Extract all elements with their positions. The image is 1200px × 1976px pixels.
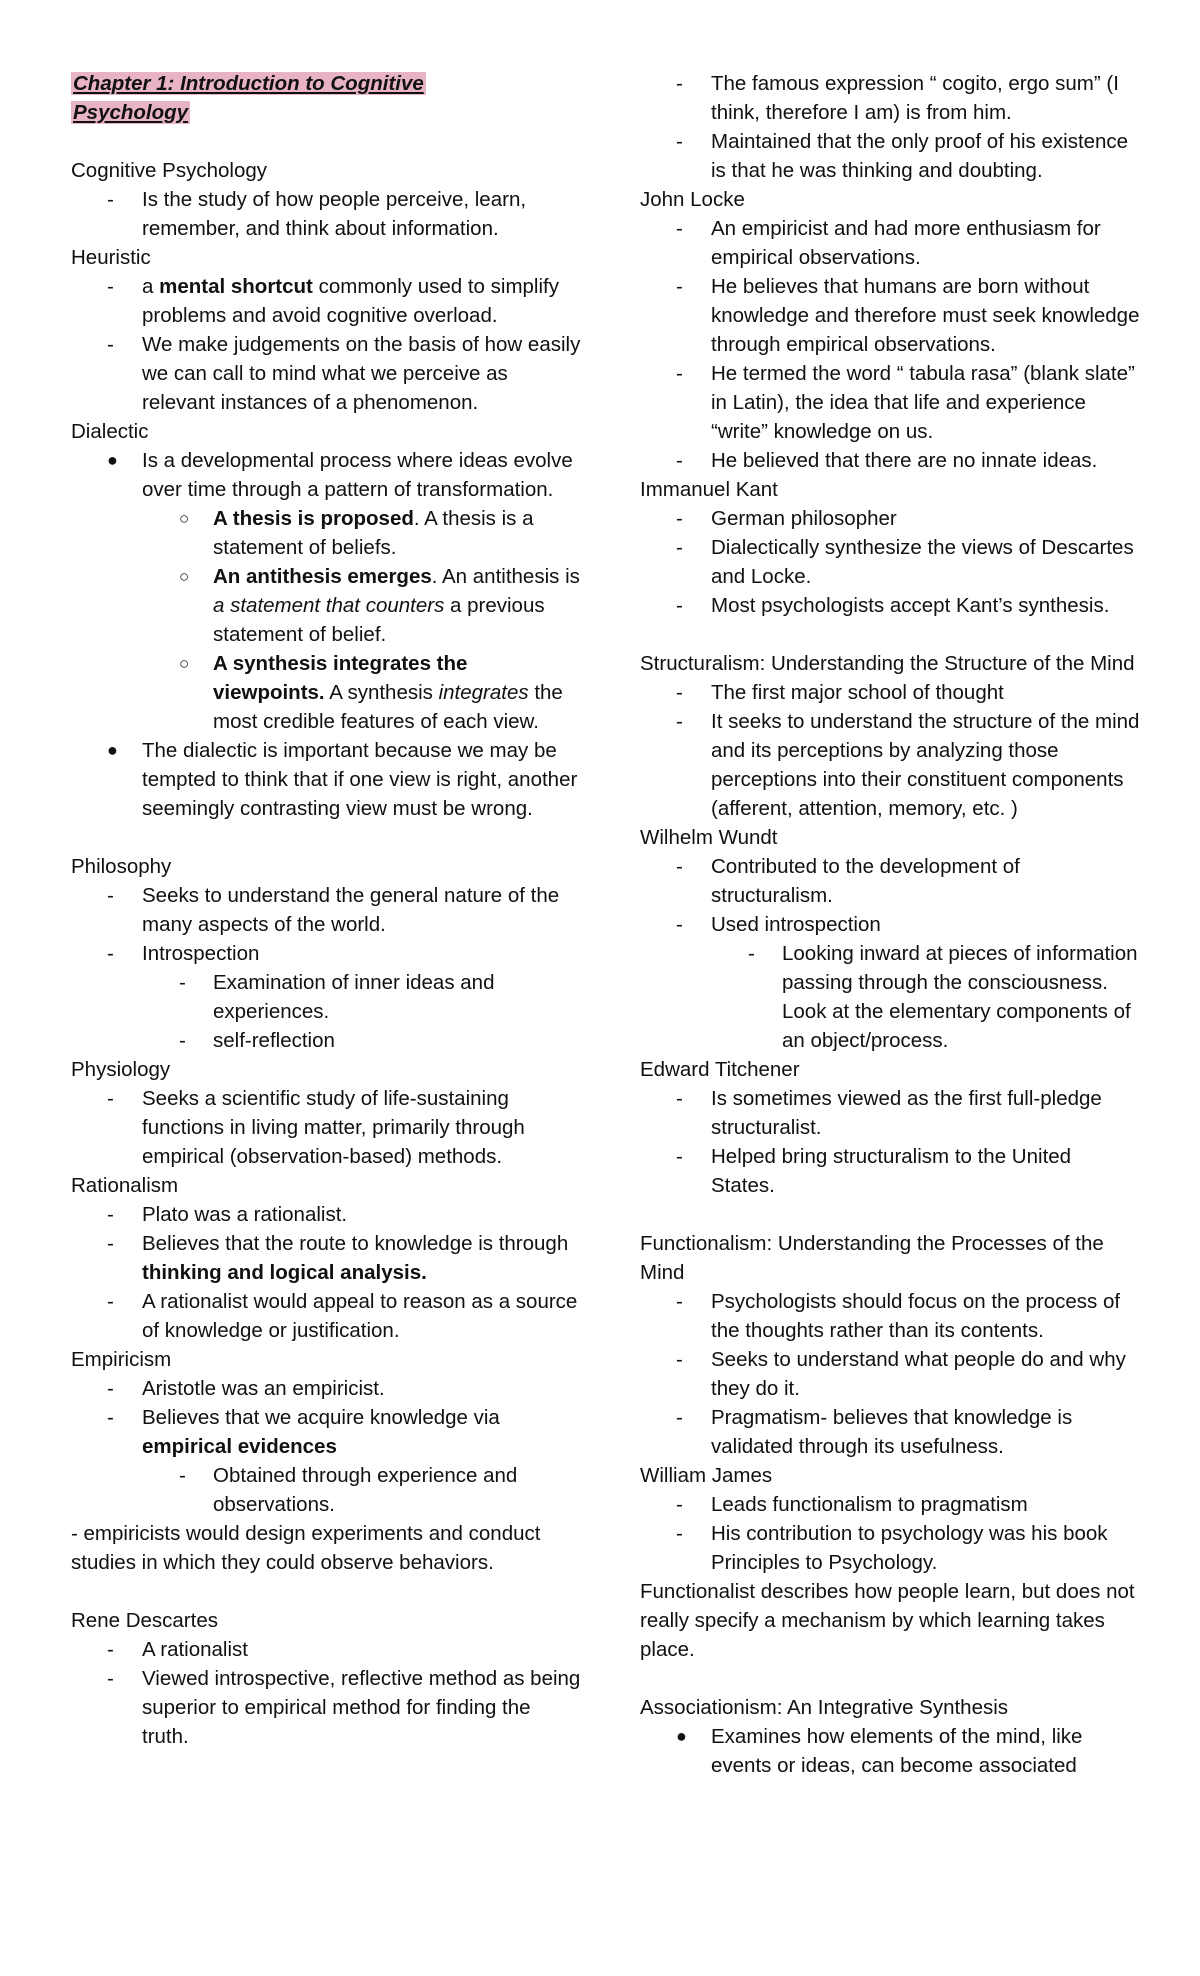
right-column [640,69,1140,1780]
list-item: - a mental shortcut commonly used to simplify problems and avoid cognitive overload. [71,272,581,330]
dash-marker: - [676,130,683,153]
dash-marker: - [676,507,683,530]
list-item: - Believes that we acquire knowledge via empirical evidences [71,1403,581,1461]
dash-marker: - [107,1290,114,1313]
section-heading-rationalism: Rationalism [71,1174,179,1197]
list-item: ● Is a developmental process where ideas evolve over time through a pattern of transformation. [71,446,581,504]
section-heading-heuristic: Heuristic [71,246,151,269]
section-heading-physiology: Physiology [71,1058,171,1081]
list-item: - An empiricist and had more enthusiasm for empirical observations. [640,214,1140,272]
dash-marker: - [676,1087,683,1110]
circle-marker: ○ [179,509,190,528]
list-item: - Introspection [71,939,581,968]
document-title [71,69,581,127]
dash-marker: - [676,1406,683,1429]
list-item: - He termed the word “ tabula rasa” (blank slate” in Latin), the idea that life and experience “write” knowledge on us. [640,359,1140,446]
list-item: - Obtained through experience and observations. [71,1461,581,1519]
list-item: - Pragmatism- believes that knowledge is validated through its usefulness. [640,1403,1140,1461]
dash-marker: - [676,217,683,240]
list-item: - Believes that the route to knowledge is through thinking and logical analysis. [71,1229,581,1287]
list-item: - Seeks a scientific study of life-sustaining functions in living matter, primarily through empirical (observation-based) methods. [71,1084,581,1171]
dash-marker: - [676,1493,683,1516]
list-item: - Most psychologists accept Kant’s synthesis. [640,591,1140,620]
bullet-marker: ● [676,1726,687,1746]
dash-marker: - [676,710,683,733]
list-item: - Looking inward at pieces of information passing through the consciousness. Look at the elementary components of an object/process. [640,939,1140,1055]
dash-marker: - [676,536,683,559]
dash-marker: - [676,1145,683,1168]
list-item: - Viewed introspective, reflective method as being superior to empirical method for finding the truth. [71,1664,581,1751]
list-item: - self-reflection [71,1026,581,1055]
dash-marker: - [676,855,683,878]
paragraph: Functionalist describes how people learn, but does not really specify a mechanism by which learning takes place. [640,1580,1135,1661]
dash-marker: - [107,1406,114,1429]
section-heading-dialectic: Dialectic [71,420,149,443]
dash-marker: - [107,942,114,965]
section-heading-immanuel-kant: Immanuel Kant [640,478,778,501]
list-item: - Aristotle was an empiricist. [71,1374,581,1403]
list-item: - Is sometimes viewed as the first full-pledge structuralist. [640,1084,1140,1142]
dash-marker: - [107,188,114,211]
list-item: - Seeks to understand the general nature of the many aspects of the world. [71,881,581,939]
dash-marker: - [676,681,683,704]
list-item: - Is the study of how people perceive, learn, remember, and think about information. [71,185,581,243]
paragraph: - empiricists would design experiments and conduct studies in which they could observe behaviors. [71,1522,541,1574]
list-item: - German philosopher [640,504,1140,533]
section-heading-john-locke: John Locke [640,188,745,211]
dash-marker: - [748,942,755,965]
list-item: - Psychologists should focus on the process of the thoughts rather than its contents. [640,1287,1140,1345]
list-item: ● The dialectic is important because we may be tempted to think that if one view is right, another seemingly contrasting view must be wrong. [71,736,581,823]
list-item: - Maintained that the only proof of his existence is that he was thinking and doubting. [640,127,1140,185]
dash-marker: - [676,72,683,95]
list-item: - We make judgements on the basis of how easily we can call to mind what we perceive as relevant instances of a phenomenon. [71,330,581,417]
section-heading-edward-titchener: Edward Titchener [640,1058,800,1081]
list-item: - It seeks to understand the structure of the mind and its perceptions by analyzing those perceptions into their constituent components (afferent, attention, memory, etc. ) [640,707,1140,823]
dash-marker: - [676,1290,683,1313]
section-heading-philosophy: Philosophy [71,855,172,878]
section-heading-associationism: Associationism: An Integrative Synthesis [640,1696,1009,1719]
dash-marker: - [676,362,683,385]
dash-marker: - [107,1087,114,1110]
bullet-marker: ● [107,450,118,470]
section-heading-functionalism: Functionalism: Understanding the Processes of the Mind [640,1232,1104,1284]
dash-marker: - [179,1029,186,1052]
dash-marker: - [107,884,114,907]
list-item: - Seeks to understand what people do and why they do it. [640,1345,1140,1403]
dash-marker: - [107,1638,114,1661]
list-item: - He believed that there are no innate ideas. [640,446,1140,475]
left-column [71,69,581,1751]
title-line-2: Psychology [73,101,189,124]
section-heading-william-james: William James [640,1464,773,1487]
dash-marker: - [107,275,114,298]
dash-marker: - [107,1232,114,1255]
section-heading-rene-descartes: Rene Descartes [71,1609,218,1632]
list-item: - A rationalist [71,1635,581,1664]
list-item: - Helped bring structuralism to the United States. [640,1142,1140,1200]
title-line-1: Chapter 1: Introduction to Cognitive [73,72,424,95]
dash-marker: - [676,1348,683,1371]
dash-marker: - [179,971,186,994]
section-heading-empiricism: Empiricism [71,1348,172,1371]
list-item: - His contribution to psychology was his book Principles to Psychology. [640,1519,1140,1577]
dash-marker: - [179,1464,186,1487]
section-heading-cognitive-psychology: Cognitive Psychology [71,159,267,182]
dash-marker: - [107,1377,114,1400]
bullet-marker: ● [107,740,118,760]
list-item: - Leads functionalism to pragmatism [640,1490,1140,1519]
list-item: - A rationalist would appeal to reason as a source of knowledge or justification. [71,1287,581,1345]
list-item: ○ An antithesis emerges. An antithesis is a statement that counters a previous statement of belief. [71,562,581,649]
section-heading-wilhelm-wundt: Wilhelm Wundt [640,826,778,849]
list-item: - He believes that humans are born without knowledge and therefore must seek knowledge through empirical observations. [640,272,1140,359]
dash-marker: - [676,449,683,472]
dash-marker: - [676,594,683,617]
list-item: - The famous expression “ cogito, ergo sum” (I think, therefore I am) is from him. [640,69,1140,127]
dash-marker: - [676,913,683,936]
list-item: - Used introspection [640,910,1140,939]
circle-marker: ○ [179,567,190,586]
list-item: - Contributed to the development of structuralism. [640,852,1140,910]
dash-marker: - [676,275,683,298]
dash-marker: - [107,1667,114,1690]
dash-marker: - [107,333,114,356]
dash-marker: - [676,1522,683,1545]
section-heading-structuralism: Structuralism: Understanding the Structure of the Mind [640,652,1135,675]
list-item: ● Examines how elements of the mind, like events or ideas, can become associated [640,1722,1140,1780]
list-item: - Plato was a rationalist. [71,1200,581,1229]
list-item: ○ A thesis is proposed. A thesis is a statement of beliefs. [71,504,581,562]
list-item: - Examination of inner ideas and experiences. [71,968,581,1026]
list-item: ○ A synthesis integrates the viewpoints. A synthesis integrates the most credible features of each view. [71,649,581,736]
list-item: - Dialectically synthesize the views of Descartes and Locke. [640,533,1140,591]
list-item: - The first major school of thought [640,678,1140,707]
dash-marker: - [107,1203,114,1226]
circle-marker: ○ [179,654,190,673]
